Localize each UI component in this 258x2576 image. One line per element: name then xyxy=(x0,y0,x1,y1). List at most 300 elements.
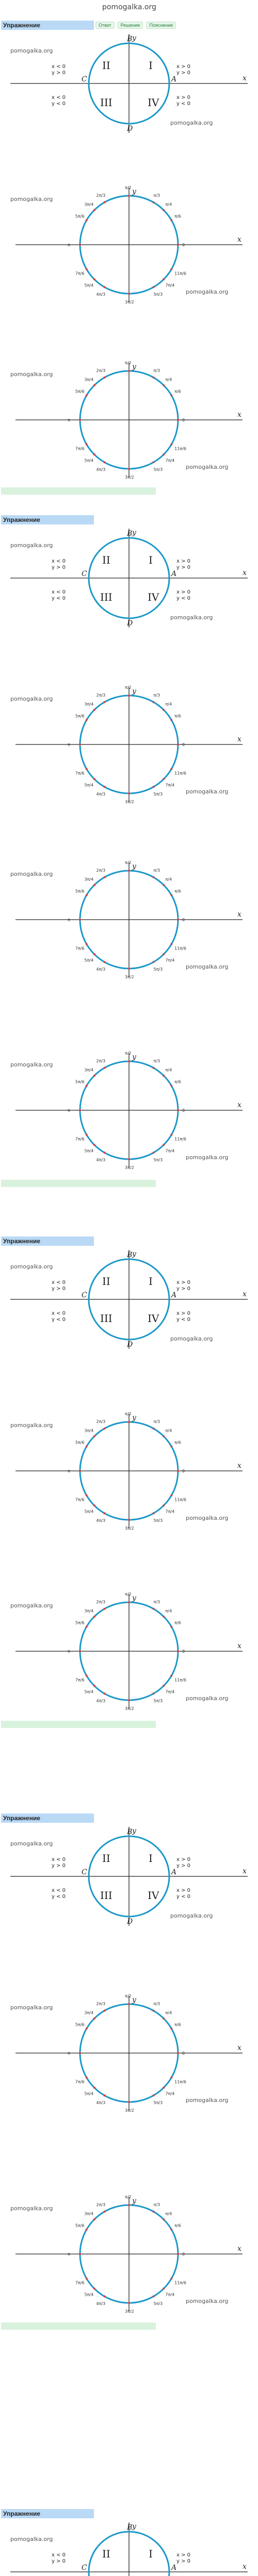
angle-label: π/2 xyxy=(125,361,132,365)
sign-label: y > 0 xyxy=(52,1286,66,1292)
quadrant-diagram xyxy=(0,2520,258,2576)
point-label: C xyxy=(82,2564,87,2572)
unit-circle-diagram xyxy=(0,185,258,304)
angle-label: 11π/6 xyxy=(174,1677,186,1683)
angle-mark xyxy=(93,1144,95,1146)
angle-mark xyxy=(104,701,106,703)
point-label: B xyxy=(127,2523,133,2532)
angle-mark xyxy=(79,1650,81,1652)
point-label: B xyxy=(127,1251,133,1259)
angle-label: π/3 xyxy=(153,1058,160,1063)
explanation-text xyxy=(2,981,255,1012)
y-axis-label: y xyxy=(132,1594,136,1602)
angle-label: 0 xyxy=(182,1649,185,1654)
angle-label: 3π/4 xyxy=(84,2010,94,2015)
point-label: B xyxy=(127,1828,133,1836)
angle-label: π/6 xyxy=(174,389,181,394)
angle-mark xyxy=(153,286,155,288)
angle-label: 0 xyxy=(182,1108,185,1113)
sign-label: y > 0 xyxy=(52,2558,66,2564)
angle-mark xyxy=(153,2094,155,2096)
angle-mark xyxy=(86,1134,88,1136)
sign-label: y < 0 xyxy=(52,596,66,601)
unit-circle-diagram xyxy=(0,685,258,804)
angle-label: 3π/4 xyxy=(84,1067,94,1073)
angle-label: 7π/6 xyxy=(75,946,85,951)
angle-label: π/3 xyxy=(153,2202,160,2207)
angle-label: 5π/3 xyxy=(153,292,163,297)
angle-mark xyxy=(128,468,130,470)
angle-label: π xyxy=(68,1649,70,1654)
point-label: A xyxy=(171,570,177,578)
angle-mark xyxy=(104,1428,106,1430)
angle-label: 3π/2 xyxy=(125,975,134,979)
quadrant-numeral: I xyxy=(149,2548,153,2560)
exercise-header: Упражнение xyxy=(1,2509,94,2518)
quadrant-numeral: III xyxy=(100,1889,112,1902)
angle-mark xyxy=(163,2218,165,2221)
angle-mark xyxy=(153,2211,155,2213)
watermark: pomogalka.org xyxy=(186,1154,229,1161)
angle-label: 5π/6 xyxy=(75,1079,85,1084)
angle-label: π/3 xyxy=(153,1419,160,1424)
watermark: pomogalka.org xyxy=(170,120,213,126)
watermark: pomogalka.org xyxy=(10,1061,53,1068)
angle-mark xyxy=(153,2295,155,2297)
exercise-header: Упражнение xyxy=(1,1236,94,1246)
sign-label: x > 0 xyxy=(176,589,191,595)
angle-label: 11π/6 xyxy=(174,946,186,951)
sign-label: x < 0 xyxy=(52,558,66,564)
angle-label: π/4 xyxy=(165,1428,172,1433)
angle-label: π xyxy=(68,742,70,747)
answer-band xyxy=(1,1721,156,1728)
point-label: B xyxy=(127,35,133,43)
x-axis-label: x xyxy=(237,735,241,743)
y-axis-label: y xyxy=(132,188,136,196)
angle-label: π/2 xyxy=(125,1412,132,1416)
angle-mark xyxy=(128,1421,130,1423)
angle-label: 7π/4 xyxy=(165,783,175,788)
quadrant-numeral: II xyxy=(102,59,110,72)
angle-label: 4π/3 xyxy=(96,792,106,797)
angle-mark xyxy=(170,1134,172,1136)
angle-label: 5π/4 xyxy=(84,1148,94,1154)
angle-label: 3π/4 xyxy=(84,202,94,207)
angle-label: 7π/4 xyxy=(165,958,175,963)
angle-mark xyxy=(93,778,95,780)
angle-label: 2π/3 xyxy=(96,2001,106,2006)
angle-mark xyxy=(170,444,172,446)
point-label: D xyxy=(127,619,133,628)
angle-mark xyxy=(163,278,165,280)
angle-mark xyxy=(86,2028,88,2030)
y-axis-label: y xyxy=(132,1250,136,1258)
angle-label: 7π/6 xyxy=(75,1497,85,1502)
angle-mark xyxy=(128,968,130,970)
angle-label: 7π/4 xyxy=(165,2091,175,2096)
angle-label: 5π/3 xyxy=(153,1699,163,1704)
angle-mark xyxy=(153,377,155,379)
quadrant-numeral: I xyxy=(149,1275,153,1287)
sign-label: y > 0 xyxy=(52,70,66,76)
angle-label: 4π/3 xyxy=(96,1158,106,1163)
angle-label: π xyxy=(68,418,70,422)
sign-label: x > 0 xyxy=(176,1888,191,1893)
quadrant-diagram xyxy=(0,32,258,135)
angle-mark xyxy=(153,1512,155,1514)
angle-mark xyxy=(128,1158,130,1160)
angle-mark xyxy=(86,2229,88,2231)
angle-mark xyxy=(177,919,179,921)
angle-mark xyxy=(177,743,179,745)
angle-mark xyxy=(93,884,95,886)
angle-label: 7π/6 xyxy=(75,2079,85,2084)
angle-label: 7π/4 xyxy=(165,1689,175,1694)
angle-mark xyxy=(86,268,88,270)
unit-circle-diagram xyxy=(0,1051,258,1170)
angle-label: 11π/6 xyxy=(174,1137,186,1142)
angle-mark xyxy=(86,768,88,770)
angle-label: 3π/4 xyxy=(84,377,94,382)
sign-label: y > 0 xyxy=(176,2558,191,2564)
y-axis-label: y xyxy=(132,1996,136,2004)
angle-label: π/3 xyxy=(153,193,160,198)
explanation-text xyxy=(2,308,255,344)
angle-label: 5π/6 xyxy=(75,2022,85,2027)
angle-mark xyxy=(104,961,106,963)
sign-label: x > 0 xyxy=(176,95,191,100)
angle-label: 5π/6 xyxy=(75,214,85,219)
angle-mark xyxy=(128,1601,130,1603)
angle-label: 7π/6 xyxy=(75,446,85,451)
angle-mark xyxy=(153,1428,155,1430)
angle-mark xyxy=(163,2087,165,2089)
point-label: D xyxy=(127,1918,133,1926)
angle-mark xyxy=(177,1650,179,1652)
angle-mark xyxy=(93,209,95,211)
angle-mark xyxy=(163,709,165,711)
angle-label: 0 xyxy=(182,418,185,422)
unit-circle-diagram xyxy=(0,1592,258,1710)
angle-label: 11π/6 xyxy=(174,771,186,776)
angle-label: 5π/6 xyxy=(75,1620,85,1625)
angle-mark xyxy=(86,2077,88,2079)
answer-tab[interactable]: Ответ xyxy=(95,22,115,29)
angle-label: 0 xyxy=(182,2051,185,2056)
angle-mark xyxy=(79,1470,81,1472)
angle-label: 7π/4 xyxy=(165,2292,175,2297)
angle-mark xyxy=(104,286,106,288)
toolbar xyxy=(95,21,250,30)
angle-mark xyxy=(153,1608,155,1610)
angle-label: π/6 xyxy=(174,2022,181,2027)
angle-mark xyxy=(170,268,172,270)
angle-mark xyxy=(86,219,88,222)
angle-mark xyxy=(86,894,88,896)
x-axis-label: x xyxy=(243,2563,247,2571)
x-axis-label: x xyxy=(243,74,247,82)
sign-label: x < 0 xyxy=(52,589,66,595)
angle-mark xyxy=(163,453,165,455)
point-label: D xyxy=(127,1341,133,1349)
angle-label: 7π/6 xyxy=(75,271,85,276)
angle-mark xyxy=(128,694,130,697)
watermark: pomogalka.org xyxy=(186,1515,229,1521)
exercise-header: Упражнение xyxy=(1,21,94,30)
angle-label: π/6 xyxy=(174,2223,181,2228)
quadrant-numeral: III xyxy=(100,591,112,603)
angle-mark xyxy=(86,395,88,397)
angle-label: 3π/2 xyxy=(125,800,134,804)
angle-mark xyxy=(79,743,81,745)
angle-label: 2π/3 xyxy=(96,868,106,873)
explanation-text xyxy=(2,138,255,179)
sign-label: x > 0 xyxy=(176,1857,191,1862)
angle-mark xyxy=(79,244,81,246)
point-label: B xyxy=(127,530,133,538)
angle-mark xyxy=(79,2253,81,2255)
angle-label: 11π/6 xyxy=(174,446,186,451)
angle-label: 5π/4 xyxy=(84,1509,94,1514)
angle-mark xyxy=(170,219,172,222)
angle-label: π/6 xyxy=(174,889,181,894)
sign-label: y < 0 xyxy=(176,1894,191,1900)
point-label: A xyxy=(171,75,177,83)
watermark: pomogalka.org xyxy=(10,47,53,54)
explanation-text xyxy=(2,1354,255,1395)
sign-label: x < 0 xyxy=(52,1888,66,1893)
quadrant-numeral: IV xyxy=(148,96,159,109)
angle-mark xyxy=(93,384,95,386)
angle-label: 5π/4 xyxy=(84,283,94,288)
watermark: pomogalka.org xyxy=(10,696,53,702)
angle-label: 5π/6 xyxy=(75,2223,85,2228)
angle-label: 11π/6 xyxy=(174,1497,186,1502)
watermark: pomogalka.org xyxy=(186,289,229,295)
angle-mark xyxy=(104,461,106,463)
quadrant-numeral: I xyxy=(149,1852,153,1865)
angle-mark xyxy=(93,1435,95,1437)
quadrant-numeral: II xyxy=(102,554,110,566)
angle-mark xyxy=(104,2094,106,2096)
angle-label: π/3 xyxy=(153,868,160,873)
angle-label: 2π/3 xyxy=(96,368,106,373)
angle-mark xyxy=(163,884,165,886)
angle-mark xyxy=(86,2278,88,2280)
sign-label: x > 0 xyxy=(176,2552,191,2558)
angle-mark xyxy=(93,453,95,455)
angle-mark xyxy=(79,1109,81,1111)
x-axis-label: x xyxy=(237,1462,241,1470)
explanation-text xyxy=(2,809,255,840)
quadrant-numeral: II xyxy=(102,2548,110,2560)
watermark: pomogalka.org xyxy=(10,542,53,549)
angle-mark xyxy=(170,1085,172,1087)
angle-label: 2π/3 xyxy=(96,1599,106,1604)
answer-band xyxy=(1,487,156,495)
angle-mark xyxy=(163,953,165,955)
quadrant-numeral: I xyxy=(149,554,153,566)
angle-label: 4π/3 xyxy=(96,1518,106,1523)
sign-label: y < 0 xyxy=(176,596,191,601)
angle-mark xyxy=(128,1060,130,1062)
angle-label: π xyxy=(68,1469,70,1473)
angle-mark xyxy=(177,2253,179,2255)
watermark: pomogalka.org xyxy=(10,871,53,877)
angle-mark xyxy=(104,1151,106,1154)
angle-mark xyxy=(163,2018,165,2020)
angle-label: 2π/3 xyxy=(96,692,106,698)
solution-tab[interactable]: Решение xyxy=(118,22,143,29)
angle-label: π/2 xyxy=(125,185,132,190)
angle-mark xyxy=(128,792,130,794)
quadrant-diagram xyxy=(0,1825,258,1928)
angle-mark xyxy=(163,1685,165,1687)
watermark: pomogalka.org xyxy=(186,963,229,970)
quadrant-numeral: III xyxy=(100,1312,112,1325)
angle-label: 3π/2 xyxy=(125,2309,134,2313)
x-axis-label: x xyxy=(237,2044,241,2052)
angle-mark xyxy=(79,419,81,421)
angle-label: 5π/3 xyxy=(153,2100,163,2106)
x-axis-label: x xyxy=(237,910,241,919)
angle-label: π/4 xyxy=(165,377,172,382)
angle-mark xyxy=(177,419,179,421)
angle-label: 11π/6 xyxy=(174,2079,186,2084)
sign-label: x < 0 xyxy=(52,1311,66,1316)
angle-label: 4π/3 xyxy=(96,2301,106,2307)
angle-mark xyxy=(128,2101,130,2103)
angle-mark xyxy=(153,1067,155,1069)
angle-label: 0 xyxy=(182,918,185,922)
angle-label: π/4 xyxy=(165,202,172,207)
exercise-header: Упражнение xyxy=(1,515,94,524)
angle-label: π/2 xyxy=(125,1051,132,1056)
quadrant-numeral: III xyxy=(100,96,112,109)
watermark: pomogalka.org xyxy=(186,464,229,470)
angle-mark xyxy=(128,1519,130,1521)
angle-mark xyxy=(177,1109,179,1111)
angle-label: 5π/6 xyxy=(75,389,85,394)
quadrant-numeral: IV xyxy=(148,1889,159,1902)
y-axis-label: y xyxy=(132,1414,136,1422)
angle-mark xyxy=(93,1504,95,1506)
angle-label: 7π/4 xyxy=(165,1509,175,1514)
angle-label: 5π/6 xyxy=(75,714,85,719)
quadrant-numeral: I xyxy=(149,59,153,72)
angle-mark xyxy=(170,2077,172,2079)
explanation-tab[interactable]: Пояснение xyxy=(146,22,176,29)
answer-band xyxy=(1,2323,156,2330)
angle-label: 5π/4 xyxy=(84,458,94,463)
angle-mark xyxy=(153,961,155,963)
angle-mark xyxy=(153,1151,155,1154)
y-axis-label: y xyxy=(132,862,136,871)
angle-mark xyxy=(177,2052,179,2054)
point-label: A xyxy=(171,1291,177,1299)
unit-circle-diagram xyxy=(0,1412,258,1530)
angle-mark xyxy=(86,1085,88,1087)
angle-mark xyxy=(170,894,172,896)
angle-mark xyxy=(177,244,179,246)
angle-label: 2π/3 xyxy=(96,193,106,198)
angle-mark xyxy=(93,1685,95,1687)
angle-mark xyxy=(153,2010,155,2012)
angle-label: 4π/3 xyxy=(96,967,106,972)
angle-label: 5π/3 xyxy=(153,967,163,972)
angle-mark xyxy=(104,2010,106,2012)
angle-mark xyxy=(104,1692,106,1694)
x-axis-label: x xyxy=(237,1101,241,1109)
angle-label: π/2 xyxy=(125,1592,132,1597)
sign-label: x > 0 xyxy=(176,558,191,564)
angle-mark xyxy=(104,1512,106,1514)
angle-label: π/6 xyxy=(174,1440,181,1445)
angle-label: 3π/2 xyxy=(125,300,134,304)
angle-label: 2π/3 xyxy=(96,1419,106,1424)
unit-circle-diagram xyxy=(0,1994,258,2112)
angle-label: 4π/3 xyxy=(96,2100,106,2106)
angle-mark xyxy=(86,719,88,721)
sign-label: y < 0 xyxy=(176,101,191,107)
angle-mark xyxy=(170,395,172,397)
angle-label: π/4 xyxy=(165,1608,172,1614)
sign-label: x > 0 xyxy=(176,1311,191,1316)
angle-label: 3π/4 xyxy=(84,702,94,707)
angle-mark xyxy=(170,2278,172,2280)
angle-mark xyxy=(163,2287,165,2290)
angle-label: π/4 xyxy=(165,877,172,882)
watermark: pomogalka.org xyxy=(170,614,213,621)
angle-mark xyxy=(128,2003,130,2005)
angle-mark xyxy=(104,201,106,204)
angle-label: 5π/4 xyxy=(84,783,94,788)
angle-mark xyxy=(170,719,172,721)
angle-mark xyxy=(170,2229,172,2231)
angle-mark xyxy=(153,786,155,788)
sign-label: x < 0 xyxy=(52,1857,66,1862)
quadrant-diagram xyxy=(0,527,258,630)
angle-label: π/6 xyxy=(174,214,181,219)
angle-label: π/3 xyxy=(153,1599,160,1604)
angle-mark xyxy=(163,1504,165,1506)
watermark: pomogalka.org xyxy=(10,196,53,202)
watermark: pomogalka.org xyxy=(10,2205,53,2212)
watermark: pomogalka.org xyxy=(10,2536,53,2543)
angle-label: 0 xyxy=(182,742,185,747)
angle-mark xyxy=(170,1675,172,1677)
angle-label: 3π/4 xyxy=(84,877,94,882)
angle-label: 3π/2 xyxy=(125,2108,134,2112)
angle-mark xyxy=(163,1075,165,1077)
angle-mark xyxy=(153,876,155,878)
angle-mark xyxy=(93,278,95,280)
angle-mark xyxy=(86,943,88,945)
angle-mark xyxy=(153,461,155,463)
angle-mark xyxy=(128,195,130,197)
angle-label: 7π/6 xyxy=(75,2280,85,2285)
angle-label: 2π/3 xyxy=(96,2202,106,2207)
angle-label: 5π/3 xyxy=(153,467,163,472)
angle-mark xyxy=(128,293,130,295)
sign-label: y < 0 xyxy=(52,101,66,107)
angle-mark xyxy=(93,2287,95,2290)
watermark: pomogalka.org xyxy=(10,1602,53,1609)
angle-mark xyxy=(79,2052,81,2054)
y-axis-label: y xyxy=(132,1053,136,1061)
sign-label: y < 0 xyxy=(52,1894,66,1900)
